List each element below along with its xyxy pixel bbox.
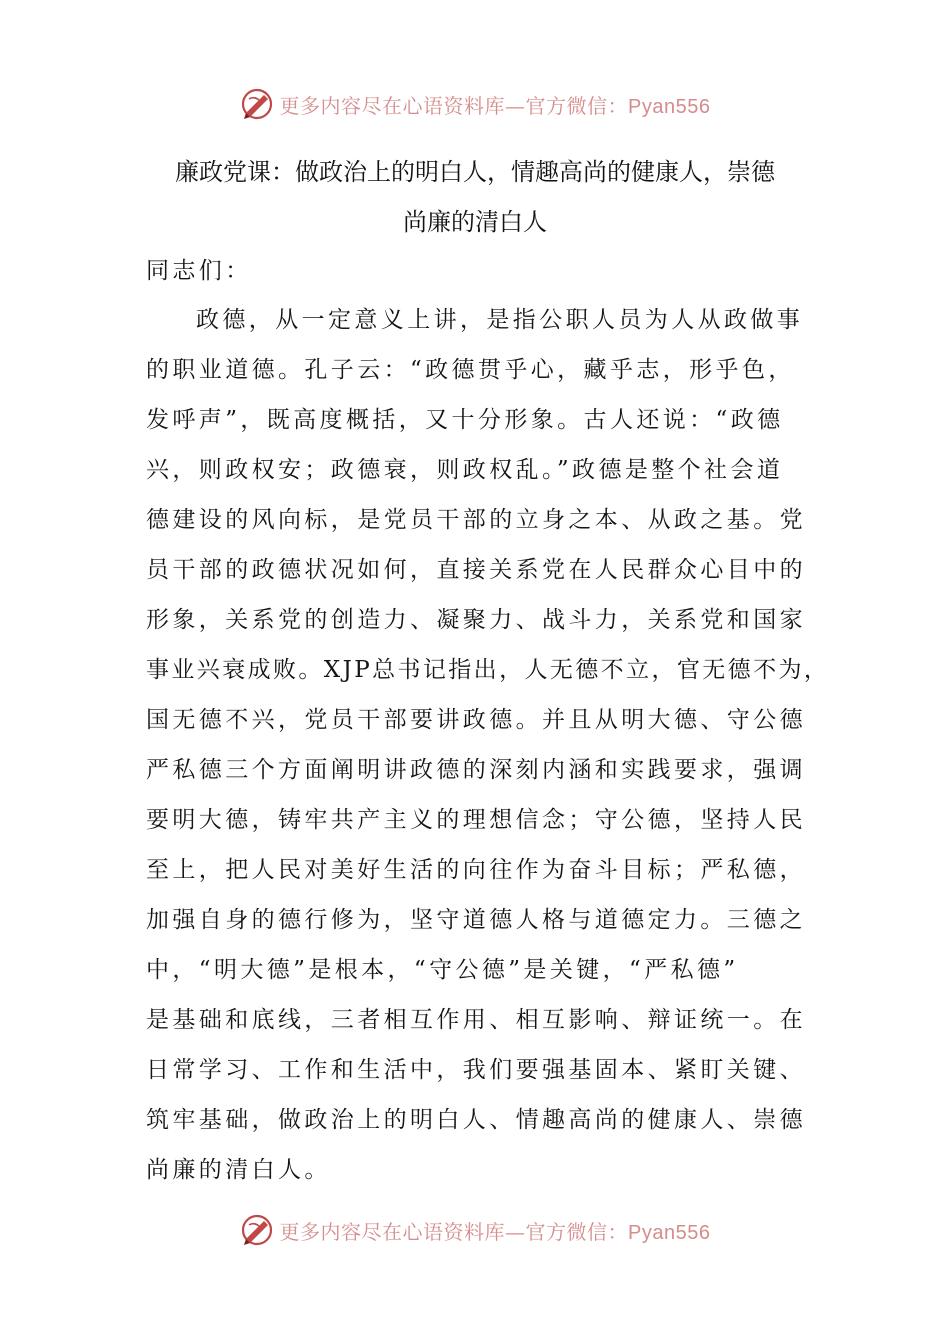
- footer-watermark: [0, 1208, 950, 1252]
- body-line: 至上，把人民对美好生活的向往作为奋斗目标；严私德，: [146, 857, 806, 883]
- body-line: 是基础和底线，三者相互作用、相互影响、辩证统一。在: [146, 1007, 806, 1033]
- body-line: 兴，则政权安；政德衰，则政权乱。”政德是整个社会道: [146, 457, 784, 483]
- body-line: 员干部的政德状况如何，直接关系党在人民群众心目中的: [146, 557, 806, 583]
- header-watermark: [0, 82, 950, 126]
- body-line: 筑牢基础，做政治上的明白人、情趣高尚的健康人、崇德: [146, 1107, 806, 1133]
- page-title-line-2: 尚廉的清白人: [403, 208, 547, 236]
- body-line: 加强自身的德行修为，坚守道德人格与道德定力。三德之: [146, 907, 806, 933]
- pen-logo-icon: [240, 1213, 274, 1247]
- body-line: 发呼声”，既高度概括，又十分形象。古人还说：“政德: [146, 407, 784, 433]
- watermark-text: 更多内容尽在心语资料库—官方微信：Pyan556: [279, 93, 711, 118]
- watermark-text: 更多内容尽在心语资料库—官方微信：Pyan556: [279, 1219, 711, 1244]
- body-line: 严私德三个方面阐明讲政德的深刻内涵和实践要求，强调: [146, 757, 806, 783]
- page-title-line-1: 廉政党课：做政治上的明白人，情趣高尚的健康人，崇德: [175, 158, 775, 186]
- wechat-handle: Pyan556: [628, 95, 711, 118]
- body-line: 日常学习、工作和生活中，我们要强基固本、紧盯关键、: [146, 1057, 806, 1083]
- body-line: 政德，从一定意义上讲，是指公职人员为人从政做事: [196, 307, 804, 333]
- body-line: 形象，关系党的创造力、凝聚力、战斗力，关系党和国家: [146, 607, 806, 633]
- body-line: 德建设的风向标，是党员干部的立身之本、从政之基。党: [146, 507, 806, 533]
- body-line: 要明大德，铸牢共产主义的理想信念；守公德，坚持人民: [146, 807, 806, 833]
- pen-logo-icon: [240, 87, 274, 121]
- body-line: 中，“明大德”是根本，“守公德”是关键，“严私德”: [146, 957, 739, 983]
- body-line: 尚廉的清白人。: [146, 1157, 331, 1183]
- wechat-handle: Pyan556: [628, 1221, 711, 1244]
- body-line: 的职业道德。孔子云：“政德贯乎心，藏乎志，形乎色，: [146, 357, 795, 383]
- salutation: 同志们：: [146, 258, 252, 284]
- body-line: 国无德不兴，党员干部要讲政德。并且从明大德、守公德: [146, 707, 806, 733]
- body-line: 事业兴衰成败。XJP总书记指出，人无德不立，官无德不为，: [146, 657, 830, 683]
